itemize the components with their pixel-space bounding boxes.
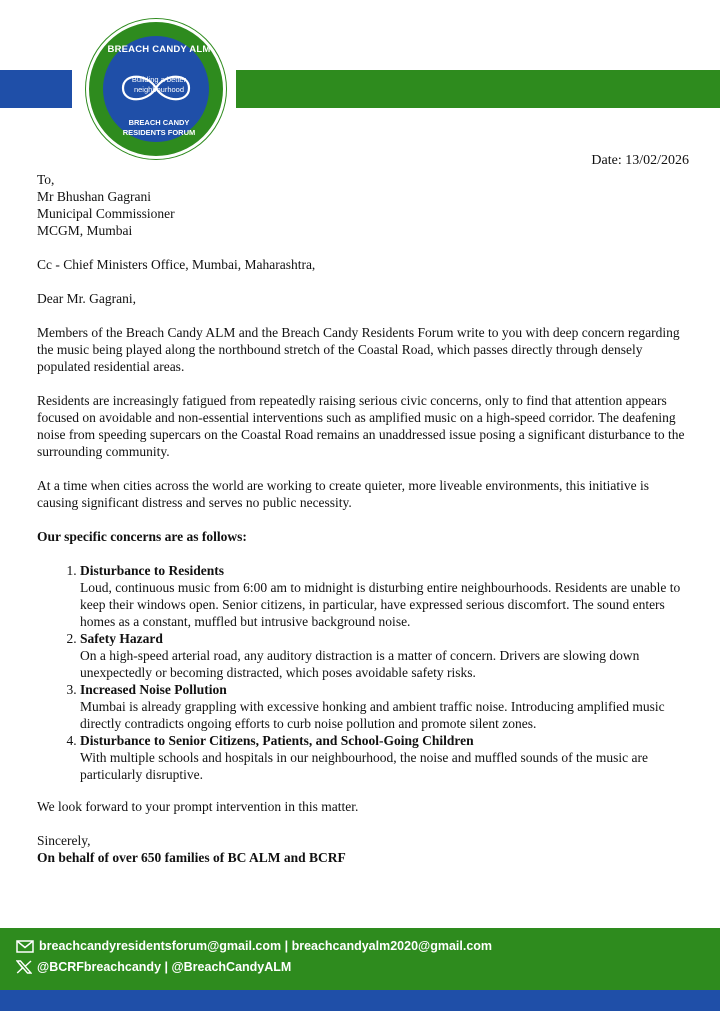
logo-tagline — [89, 75, 229, 95]
paragraph: At a time when cities across the world are working to create quieter, more liveable environments, this initiative is causing significant distress and serves no public necessity. — [37, 478, 650, 510]
closing-line: We look forward to your prompt intervention in this matter. — [37, 799, 359, 814]
address-line: MCGM, Mumbai — [37, 223, 133, 238]
list-item — [80, 681, 687, 732]
logo-top-text: BREACH CANDY ALM — [107, 44, 211, 55]
footer-email-line — [16, 939, 492, 953]
logo-tagline-2: neighbourhood — [133, 85, 185, 94]
salutation: Dear Mr. Gagrani, — [37, 291, 136, 306]
signatory: On behalf of over 650 families of BC ALM and BCRF — [37, 850, 346, 865]
concern-text: Mumbai is already grappling with excessive honking and ambient traffic noise. Introducing amplified music directly contradicts ongoing efforts to curb noise pollution and promote silent zones. — [80, 699, 665, 731]
concern-text: On a high-speed arterial road, any auditory distraction is a matter of concern. Drivers are slowing down unexpectedly or becoming distracted, which poses avoidable safety risks. — [80, 648, 640, 680]
address-line: To, — [37, 172, 55, 187]
recipient-address — [37, 171, 687, 239]
footer-handles[interactable]: @BCRFbreachcandy | @BreachCandyALM — [37, 960, 292, 974]
concerns-list — [37, 562, 687, 783]
list-item — [80, 732, 687, 783]
footer-green-band — [0, 928, 720, 990]
header-green-bar — [236, 70, 720, 108]
footer-emails[interactable]: breachcandyresidentsforum@gmail.com | breachcandyalm2020@gmail.com — [39, 939, 493, 953]
concern-text: With multiple schools and hospitals in our neighbourhood, the noise and muffled sounds of the music are particularly disruptive. — [80, 750, 648, 782]
logo-bottom-1: BREACH CANDY — [128, 118, 190, 127]
concern-text: Loud, continuous music from 6:00 am to midnight is disturbing entire neighbourhoods. Residents are unable to keep their windows open. Senior citizens, in particular, have expressed serious discomfort. The sound enters homes as a constant, muffled but intrusive background noise. — [80, 580, 681, 629]
forum-logo — [86, 19, 226, 159]
paragraph: Members of the Breach Candy ALM and the Breach Candy Residents Forum write to you with deep concern regarding the music being played along the northbound stretch of the Coastal Road, which passes directly through densely populated residential areas. — [37, 325, 680, 374]
concerns-heading: Our specific concerns are as follows: — [37, 529, 247, 544]
paragraph: Residents are increasingly fatigued from repeatedly raising serious civic concerns, only to find that attention appears focused on avoidable and non-essential interventions such as amplified music on a high-speed corridor. The deafening noise from speeding supercars on the Coastal Road remains an unaddressed issue posing a significant disturbance to the surrounding community. — [37, 393, 685, 459]
signoff: Sincerely, — [37, 833, 91, 848]
footer-blue-band — [0, 990, 720, 1011]
concern-title: 2. Safety Hazard — [80, 631, 163, 646]
concern-title: 3. Increased Noise Pollution — [80, 682, 227, 697]
letter-body — [37, 171, 687, 866]
list-item — [80, 630, 687, 681]
header-blue-bar — [0, 70, 72, 108]
concern-title: 4. Disturbance to Senior Citizens, Patients, and School-Going Children — [80, 733, 474, 748]
concern-title: 1. Disturbance to Residents — [80, 563, 224, 578]
address-line: Mr Bhushan Gagrani — [37, 189, 151, 204]
list-item — [80, 562, 687, 630]
footer-social-line — [16, 960, 291, 974]
mail-icon — [16, 940, 34, 953]
logo-bottom-2: RESIDENTS FORUM — [122, 128, 196, 137]
letter-date: Date: 13/02/2026 — [591, 153, 689, 168]
x-logo-icon — [16, 960, 32, 974]
cc-line: Cc - Chief Ministers Office, Mumbai, Maharashtra, — [37, 257, 316, 272]
address-line: Municipal Commissioner — [37, 206, 175, 221]
logo-bottom-text — [89, 118, 229, 138]
logo-tagline-1: Building a better — [131, 75, 187, 84]
